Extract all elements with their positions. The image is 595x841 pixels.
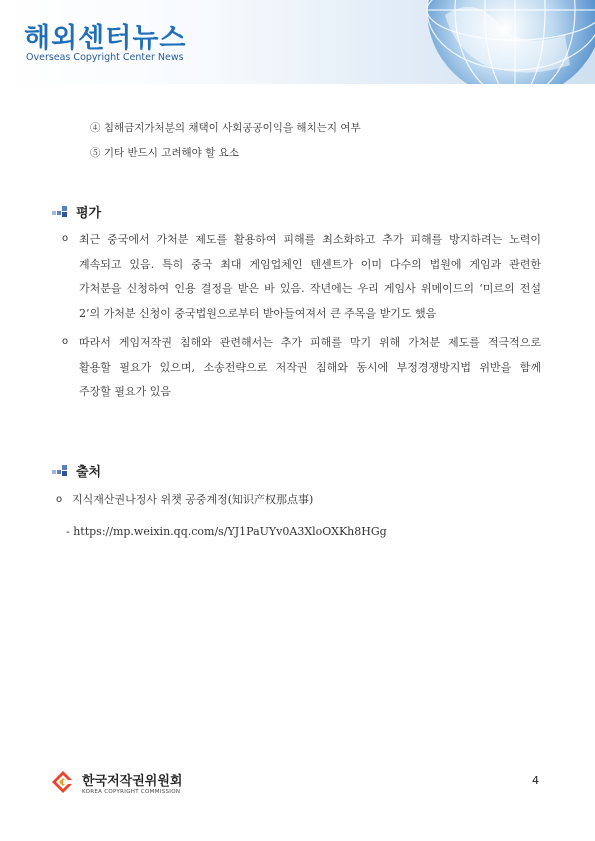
- evaluation-paragraph-1: [79, 228, 541, 326]
- section-heading-evaluation: [52, 202, 101, 221]
- section-bullet-icon: [52, 205, 72, 219]
- paragraph-line: 계속되고 있음. 특히 중국 최대 게임업체인 텐센트가 이미 다수의 법원에 게임과 관련한: [79, 257, 541, 271]
- paragraph-line: 따라서 게임저작권 침해와 관련해서는 추가 피해를 막기 위해 가처분 제도를 적극적으로: [79, 336, 541, 349]
- source-item: 지식재산권나정사 위챗 공중계정(知识产权那点事): [72, 493, 314, 506]
- paragraph-line: 가처분을 신청하여 인용 결정을 받은 바 있음. 작년에는 우리 게임사 위메이드의 ‘미르의 전설: [79, 282, 541, 295]
- newsletter-subtitle: Overseas Copyright Center News: [26, 52, 184, 63]
- org-name-korean: 한국저작권위원회: [82, 773, 183, 789]
- source-url-link[interactable]: - https://mp.weixin.qq.com/s/YJ1PaUYv0A3XloOXKh8HGg: [66, 525, 387, 538]
- evaluation-paragraph-2: [79, 331, 541, 405]
- consideration-item-4: ④ 침해금지가처분의 채택이 사회공공이익을 해치는지 여부: [90, 122, 361, 134]
- section-title: 출처: [76, 465, 102, 480]
- paragraph-line: 주장할 필요가 있음: [79, 385, 172, 398]
- bullet-marker: o: [62, 336, 69, 347]
- globe-icon: [405, 0, 595, 84]
- footer-logo: [50, 769, 182, 795]
- newsletter-title: 해외센터뉴스: [24, 23, 187, 54]
- paragraph-line: 2’의 가처분 신청이 중국법원으로부터 받아들여져서 큰 주목을 받기도 했음: [79, 306, 437, 320]
- section-title: 평가: [76, 206, 102, 221]
- org-name-english: KOREA COPYRIGHT COMMISSION: [82, 788, 181, 795]
- section-heading-source: [52, 461, 101, 480]
- section-bullet-icon: [52, 464, 72, 478]
- paragraph-line: 최근 중국에서 가처분 제도를 활용하여 피해를 최소화하고 추가 피해를 방지하려는 노력이: [79, 233, 541, 246]
- bullet-marker: o: [62, 233, 69, 244]
- bullet-marker: o: [56, 494, 63, 505]
- paragraph-line: 활용할 필요가 있으며, 소송전략으로 저작권 침해와 동시에 부정경쟁방지법 위반을 함께: [79, 360, 541, 374]
- header-banner: [0, 0, 595, 84]
- copyright-commission-logo-icon: [50, 769, 76, 795]
- consideration-item-5: ⑤ 기타 반드시 고려해야 할 요소: [90, 147, 239, 159]
- page-number: 4: [532, 774, 539, 787]
